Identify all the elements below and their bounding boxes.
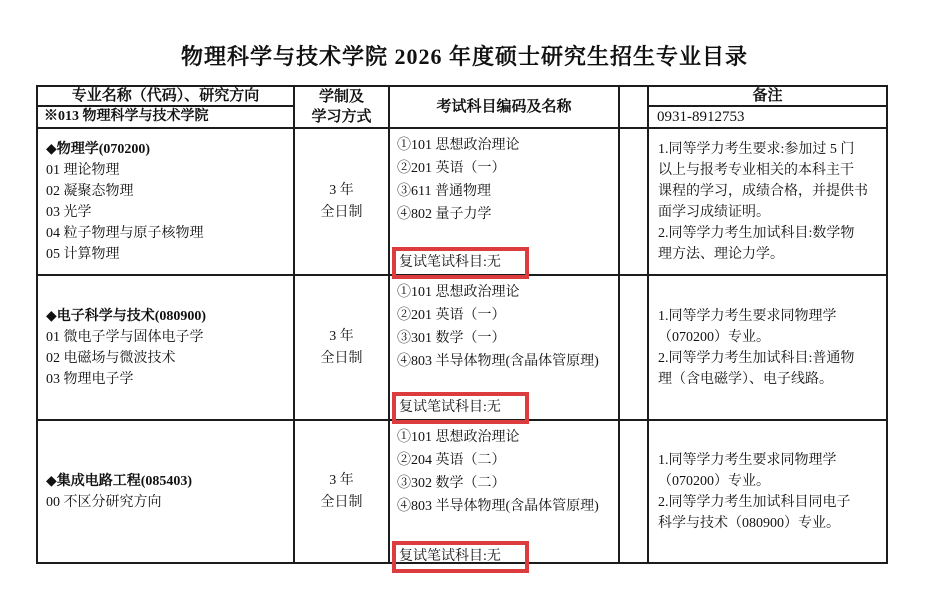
text-line: ④803 半导体物理(含晶体管原理) [397, 499, 599, 514]
subject-list [397, 281, 614, 373]
duration-value: 3 年 [329, 328, 354, 344]
text-line: 2.同等学力考生加试科目同电子 [658, 494, 851, 510]
text-line: 01 理论物理 [46, 162, 120, 178]
spacer-cell [620, 421, 649, 564]
text-line: ③611 普通物理 [397, 184, 491, 199]
remark-cell [649, 129, 888, 276]
spacer-cell [620, 129, 649, 276]
text-line: ①101 思想政治理论 [397, 138, 520, 153]
retest-highlight-box [392, 541, 529, 573]
text-line: 理方法、理论力学。 [658, 246, 784, 262]
program-name: ◆物理学(070200) [46, 141, 151, 157]
text-line: （070200）专业。 [658, 473, 770, 489]
retest-note: 复试笔试科目:无 [399, 549, 501, 564]
text-line: 03 光学 [46, 204, 92, 220]
text-line: ③301 数学（一） [397, 331, 506, 346]
text-line: 理（含电磁学）、电子线路。 [658, 371, 833, 387]
program-cell [38, 421, 295, 564]
study-mode: 全日制 [320, 350, 363, 366]
text-line: 1.同等学力考生要求同物理学 [658, 452, 837, 468]
exam-subjects-cell [390, 129, 620, 276]
text-line: 2.同等学力考生加试科目:数学物 [658, 225, 855, 241]
text-line: 科学与技术（080900）专业。 [658, 515, 840, 531]
remark-list [658, 139, 880, 265]
header-duration-column [295, 87, 390, 129]
page-title: 物理科学与技术学院 2026 年度硕士研究生招生专业目录 [180, 44, 748, 69]
program-cell [38, 129, 295, 276]
text-line: 课程的学习，成绩合格，并提供书 [658, 183, 868, 199]
direction-list [46, 327, 289, 390]
direction-list [46, 492, 289, 513]
program-name: ◆集成电路工程(085403) [46, 473, 193, 489]
text-line: 01 微电子学与固体电子学 [46, 329, 204, 345]
text-line: 04 粒子物理与原子核物理 [46, 225, 204, 241]
header-notes-column: 备注 [649, 87, 888, 107]
header-duration-line1: 学制及 [318, 89, 364, 105]
retest-highlight-box [392, 247, 529, 279]
text-line: （070200）专业。 [658, 329, 770, 345]
spacer-cell [620, 276, 649, 421]
exam-subjects-cell [390, 276, 620, 421]
text-line: 05 计算物理 [46, 246, 120, 262]
remark-list [658, 306, 880, 390]
retest-highlight-box [392, 392, 529, 424]
text-line: 2.同等学力考生加试科目:普通物 [658, 350, 855, 366]
remark-cell [649, 421, 888, 564]
text-line: ②204 英语（二） [397, 453, 506, 468]
text-line: 1.同等学力考生要求:参加过 5 门 [658, 141, 855, 157]
duration-value: 3 年 [329, 472, 354, 488]
duration-cell [295, 421, 390, 564]
text-line: 1.同等学力考生要求同物理学 [658, 308, 837, 324]
header-college-code: ※013 物理科学与技术学院 [38, 107, 295, 129]
duration-value: 3 年 [329, 182, 354, 198]
program-cell [38, 276, 295, 421]
subject-list [397, 134, 614, 226]
header-program-column: 专业名称（代码）、研究方向 [38, 87, 295, 107]
direction-list [46, 160, 289, 265]
text-line: 03 物理电子学 [46, 371, 134, 387]
text-line: ②201 英语（一） [397, 308, 506, 323]
exam-subjects-cell [390, 421, 620, 564]
remark-list [658, 450, 880, 534]
remark-cell [649, 276, 888, 421]
header-phone: 0931-8912753 [649, 107, 888, 129]
text-line: 02 凝聚态物理 [46, 183, 134, 199]
program-name: ◆电子科学与技术(080900) [46, 308, 207, 324]
text-line: ①101 思想政治理论 [397, 430, 520, 445]
retest-note: 复试笔试科目:无 [399, 400, 501, 415]
text-line: ④802 量子力学 [397, 207, 492, 222]
header-subjects-column: 考试科目编码及名称 [390, 87, 620, 129]
text-line: ③302 数学（二） [397, 476, 506, 491]
admissions-table [36, 85, 888, 564]
header-spacer-cell [620, 87, 649, 129]
text-line: ④803 半导体物理(含晶体管原理) [397, 354, 599, 369]
duration-cell [295, 129, 390, 276]
study-mode: 全日制 [320, 494, 363, 510]
subject-list [397, 426, 614, 518]
duration-cell [295, 276, 390, 421]
text-line: 02 电磁场与微波技术 [46, 350, 176, 366]
retest-note: 复试笔试科目:无 [399, 255, 501, 270]
text-line: ②201 英语（一） [397, 161, 506, 176]
text-line: 面学习成绩证明。 [658, 204, 770, 220]
text-line: 00 不区分研究方向 [46, 494, 162, 510]
text-line: ①101 思想政治理论 [397, 285, 520, 300]
text-line: 以上与报考专业相关的本科主干 [658, 162, 854, 178]
header-duration-line2: 学习方式 [311, 109, 372, 125]
study-mode: 全日制 [320, 204, 363, 220]
